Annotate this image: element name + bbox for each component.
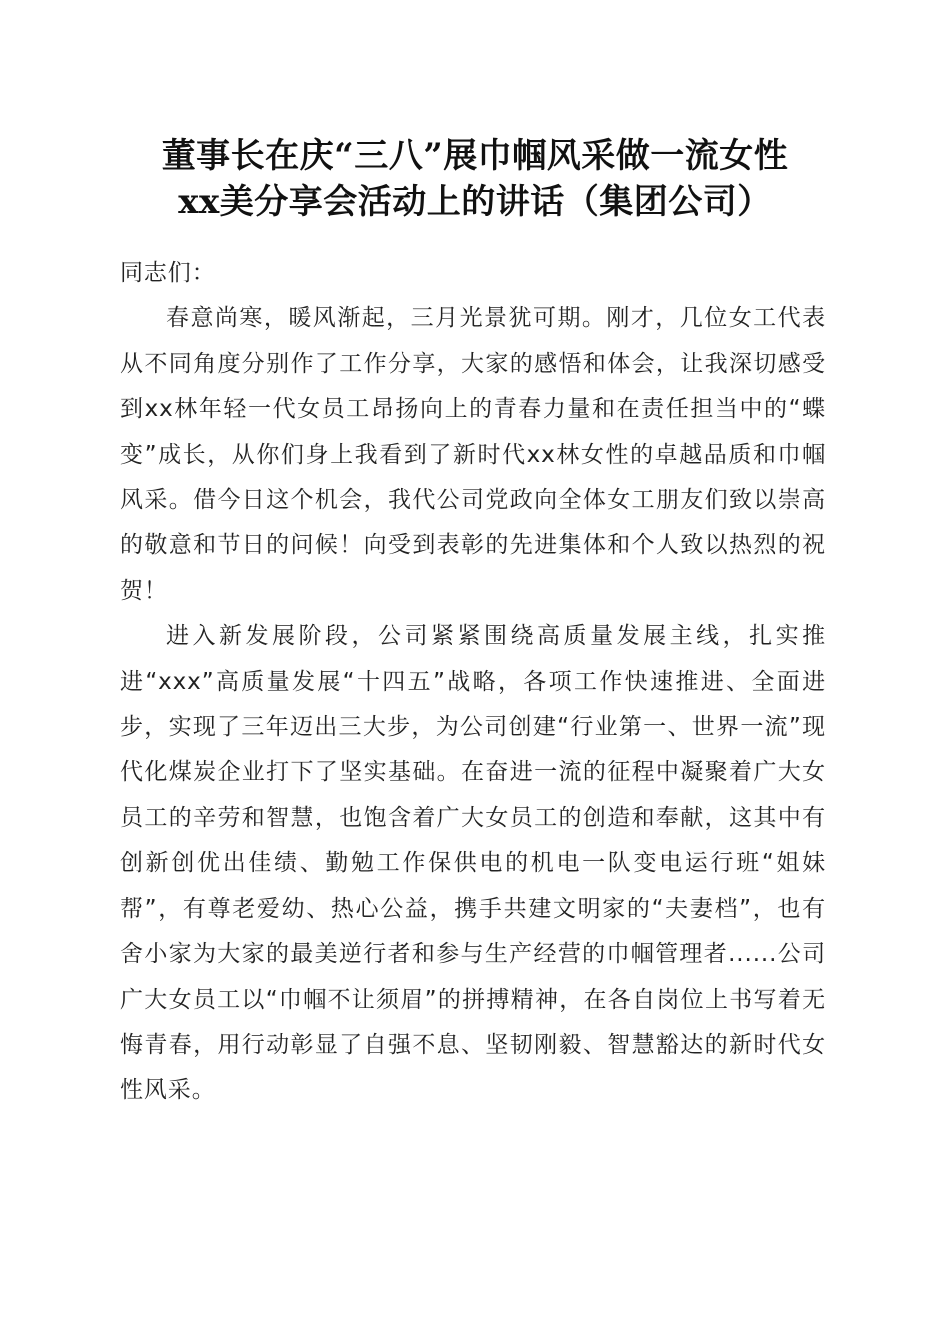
- paragraph-2: 进入新发展阶段，公司紧紧围绕高质量发展主线，扎实推进“xxx”高质量发展“十四五”战略，各项工作快速推进、全面进步，实现了三年迈出三大步，为公司创建“行业第一、世界一流”现代化煤炭企业打下了坚实基础。在奋进一流的征程中凝聚着广大女员工的辛劳和智慧，也饱含着广大女员工的创造和奉献，这其中有创新创优出佳绩、勤勉工作保供电的机电一队变电运行班“姐妹帮”，有尊老爱幼、热心公益，携手共建文明家的“夫妻档”，也有舍小家为大家的最美逆行者和参与生产经营的巾帼管理者......公司广大女员工以“巾帼不让须眉”的拼搏精神，在各自岗位上书写着无悔青春，用行动彰显了自强不息、坚韧刚毅、智慧豁达的新时代女性风采。: [120, 623, 826, 1104]
- salutation: 同志们：: [120, 260, 216, 286]
- paragraph-1: 春意尚寒，暖风渐起，三月光景犹可期。刚才，几位女工代表从不同角度分别作了工作分享，大家的感悟和体会，让我深切感受到xx林年轻一代女员工昂扬向上的青春力量和在责任担当中的“蝶变”成长，从你们身上我看到了新时代xx林女性的卓越品质和巾帼风采。借今日这个机会，我代公司党政向全体女工朋友们致以崇高的敬意和节日的问候！向受到表彰的先进集体和个人致以热烈的祝贺！: [120, 305, 826, 604]
- document-body: [120, 251, 826, 1114]
- title-line-1: 董事长在庆“三八”展巾帼风采做一流女性: [161, 136, 789, 176]
- document-title: [110, 133, 840, 225]
- title-line-2: xx美分享会活动上的讲话（集团公司）: [178, 182, 772, 222]
